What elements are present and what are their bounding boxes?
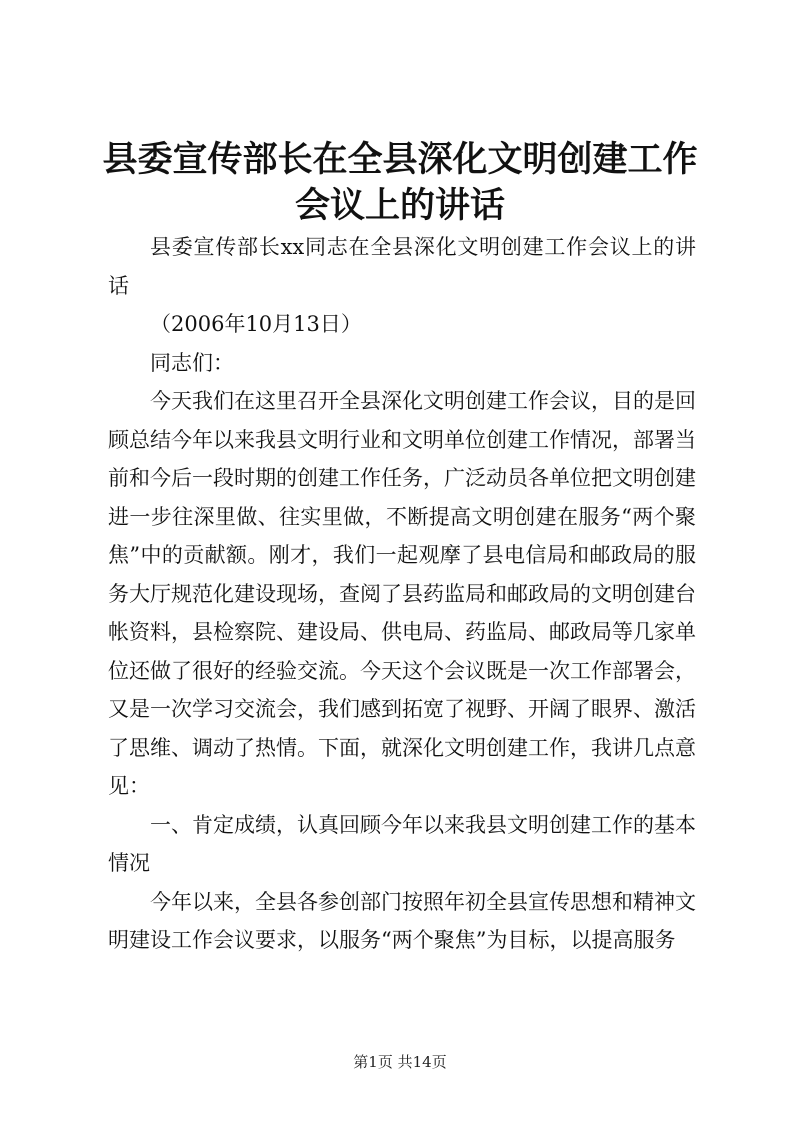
paragraph-section-heading: 一、肯定成绩，认真回顾今年以来我县文明创建工作的基本情况 [108,812,696,875]
paragraph-date: （2006年10月13日） [150,312,362,336]
paragraph-section-body: 今年以来，全县各参创部门按照年初全县宣传思想和精神文明建设工作会议要求，以服务“两个聚焦”为目标，以提高服务 [108,889,696,952]
page-number-footer: 第1页 共14页 [353,1053,447,1071]
paragraph-salutation: 同志们： [150,350,234,375]
document-body [108,228,696,960]
paragraph-heading-line: 县委宣传部长xx同志在全县深化文明创建工作会议上的讲话 [108,235,696,298]
paragraph-opening: 今天我们在这里召开全县深化文明创建工作会议，目的是回顾总结今年以来我县文明行业和文明单位创建工作情况，部署当前和今后一段时期的创建工作任务，广泛动员各单位把文明创建进一步往深里做、往实里做，不断提高文明创建在服务“两个聚焦”中的贡献额。刚才，我们一起观摩了县电信局和邮政局的服务大厅规范化建设现场，查阅了县药监局和邮政局的文明创建台帐资料，县检察院、建设局、供电局、药监局、邮政局等几家单位还做了很好的经验交流。今天这个会议既是一次工作部署会，又是一次学习交流会，我们感到拓宽了视野、开阔了眼界、激活了思维、调动了热情。下面，就深化文明创建工作，我讲几点意见： [108,389,696,798]
document-title: 县委宣传部长在全县深化文明创建工作会议上的讲话 [102,139,698,226]
